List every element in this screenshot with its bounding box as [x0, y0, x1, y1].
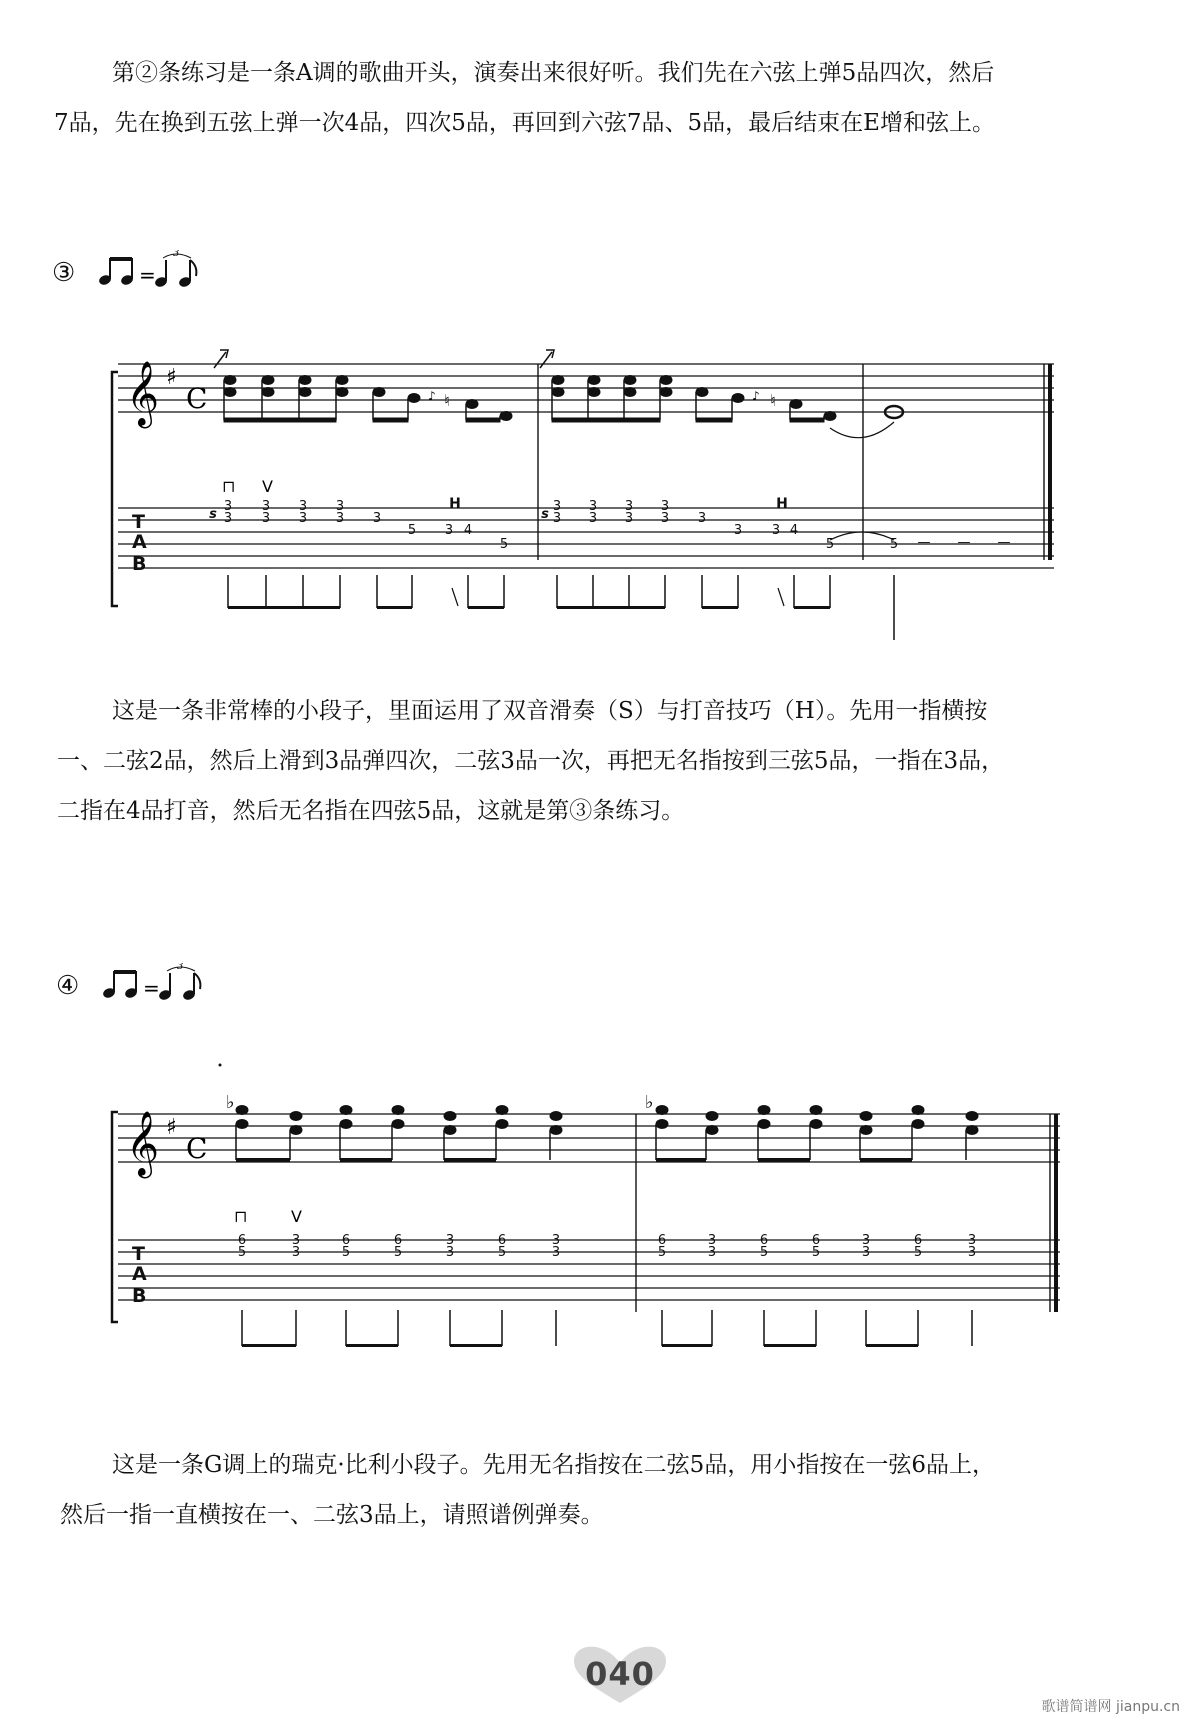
svg-text:3: 3	[552, 511, 562, 526]
svg-text:T: T	[132, 1243, 145, 1265]
svg-text:♯: ♯	[166, 1115, 177, 1140]
page-number: 040	[585, 1655, 655, 1693]
svg-text:—: —	[917, 535, 931, 550]
text-line: 第②条练习是一条A调的歌曲开头，演奏出来很好听。我们先在六弦上弹5品四次，然后	[112, 60, 995, 86]
svg-text:3: 3	[173, 250, 180, 259]
svg-text:3: 3	[298, 511, 308, 526]
svg-text:3: 3	[177, 963, 184, 972]
svg-text:3: 3	[660, 499, 670, 514]
svg-text:6: 6	[811, 1233, 821, 1248]
svg-text:3: 3	[861, 1245, 871, 1260]
svg-text:3: 3	[445, 1245, 455, 1260]
svg-text:—: —	[997, 535, 1011, 550]
svg-text:3: 3	[223, 499, 233, 514]
svg-text:6: 6	[657, 1233, 667, 1248]
svg-text:3: 3	[967, 1233, 977, 1248]
svg-text:A: A	[132, 531, 147, 553]
svg-text:B: B	[132, 553, 147, 575]
svg-text:3: 3	[707, 1233, 717, 1248]
svg-text:3: 3	[707, 1245, 717, 1260]
svg-text:5: 5	[811, 1245, 821, 1260]
svg-text:⊓: ⊓	[222, 477, 236, 496]
svg-text:5: 5	[499, 537, 509, 552]
svg-text:3: 3	[588, 511, 598, 526]
svg-text:3: 3	[445, 1233, 455, 1248]
text-line: 这是一条非常棒的小段子，里面运用了双音滑奏（S）与打音技巧（H）。先用一指横按	[112, 698, 988, 724]
svg-text:6: 6	[759, 1233, 769, 1248]
text-line: 二指在4品打音，然后无名指在四弦5品，这就是第③条练习。	[57, 798, 685, 824]
svg-text:C: C	[186, 1132, 208, 1165]
svg-text:3: 3	[261, 499, 271, 514]
svg-text:T: T	[132, 511, 145, 533]
svg-text:3: 3	[624, 499, 634, 514]
svg-text:5: 5	[497, 1245, 507, 1260]
text-line: 然后一指一直横按在一、二弦3品上，请照谱例弹奏。	[60, 1502, 604, 1528]
svg-text:5: 5	[913, 1245, 923, 1260]
svg-text:3: 3	[298, 499, 308, 514]
svg-text:s: s	[541, 507, 549, 522]
text-line: 一、二弦2品，然后上滑到3品弹四次，二弦3品一次，再把无名指按到三弦5品，一指在3品，	[57, 748, 1005, 774]
svg-text:V: V	[262, 477, 273, 496]
site-watermark: 歌谱简谱网 jianpu.cn	[1041, 1699, 1180, 1715]
svg-text:3: 3	[588, 499, 598, 514]
svg-text:5: 5	[825, 537, 835, 552]
svg-text:A: A	[132, 1263, 147, 1285]
svg-text:5: 5	[407, 523, 417, 538]
svg-text:♮: ♮	[444, 391, 450, 410]
svg-text:3: 3	[624, 511, 634, 526]
svg-text:B: B	[132, 1285, 147, 1307]
svg-text:6: 6	[913, 1233, 923, 1248]
svg-text:♮: ♮	[770, 391, 776, 410]
svg-text:C: C	[186, 382, 208, 415]
svg-text:3: 3	[372, 511, 382, 526]
svg-text:3: 3	[697, 511, 707, 526]
svg-text:5: 5	[237, 1245, 247, 1260]
svg-text:V: V	[291, 1207, 302, 1226]
svg-text:6: 6	[341, 1233, 351, 1248]
svg-text:3: 3	[551, 1233, 561, 1248]
svg-text:5: 5	[341, 1245, 351, 1260]
treble-clef-icon: 𝄞	[126, 361, 160, 426]
exercise-number: ③	[52, 258, 76, 288]
svg-text:=: =	[143, 976, 161, 1000]
exercise-number: ④	[56, 971, 80, 1001]
svg-text:5: 5	[393, 1245, 403, 1260]
svg-text:3: 3	[444, 523, 454, 538]
svg-text:6: 6	[393, 1233, 403, 1248]
svg-text:3: 3	[261, 511, 271, 526]
svg-text:♭: ♭	[226, 1092, 235, 1113]
svg-text:5: 5	[657, 1245, 667, 1260]
svg-text:3: 3	[861, 1233, 871, 1248]
svg-text:3: 3	[771, 523, 781, 538]
page-number-badge	[570, 1645, 670, 1705]
svg-text:3: 3	[660, 511, 670, 526]
svg-text:3: 3	[223, 511, 233, 526]
svg-text:—: —	[957, 535, 971, 550]
text-line: 7品，先在换到五弦上弹一次4品，四次5品，再回到六弦7品、5品，最后结束在E增和弦上。	[54, 110, 995, 136]
text-line: 这是一条G调上的瑞克·比利小段子。先用无名指按在二弦5品，用小指按在一弦6品上，	[112, 1452, 995, 1478]
svg-text:5: 5	[759, 1245, 769, 1260]
svg-text:3: 3	[335, 511, 345, 526]
svg-text:3: 3	[967, 1245, 977, 1260]
svg-text:♪: ♪	[752, 389, 760, 403]
svg-text:4: 4	[789, 523, 799, 538]
svg-text:3: 3	[291, 1233, 301, 1248]
svg-text:6: 6	[237, 1233, 247, 1248]
svg-text:=: =	[139, 263, 157, 287]
svg-text:♪: ♪	[428, 389, 436, 403]
svg-text:H: H	[449, 496, 461, 512]
svg-text:3: 3	[552, 499, 562, 514]
svg-text:5: 5	[889, 537, 899, 552]
svg-text:s: s	[209, 507, 217, 522]
svg-text:3: 3	[551, 1245, 561, 1260]
svg-text:⊓: ⊓	[234, 1207, 248, 1226]
svg-text:3: 3	[733, 523, 743, 538]
exercise-4-paragraph	[60, 1440, 1172, 1540]
treble-clef-icon: 𝄞	[126, 1111, 160, 1176]
svg-text:♯: ♯	[166, 365, 177, 390]
svg-text:3: 3	[335, 499, 345, 514]
svg-text:3: 3	[291, 1245, 301, 1260]
svg-text:H: H	[776, 496, 788, 512]
svg-text:♭: ♭	[645, 1092, 654, 1113]
svg-text:4: 4	[463, 523, 473, 538]
svg-text:6: 6	[497, 1233, 507, 1248]
